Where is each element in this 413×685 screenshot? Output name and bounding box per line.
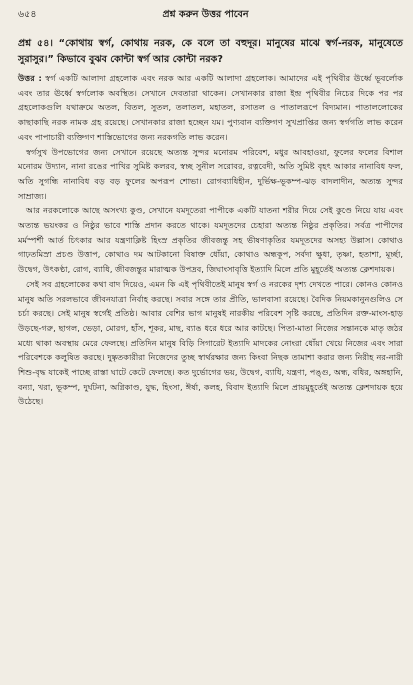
answer-paragraph: স্বর্গসুখ উপভোগের জন্য সেখানে রয়েছে অত্যন্ত সুন্দর মনোরম পরিবেশ, মধুর আবহাওয়া, ফুলের ফলের বিশাল মনোরম উদ্যান, নানা রঙের পাখির সুমিষ্ট কলরব, স্বচ্ছ সুনীল সরোবর, রত্নবেদী, অতি সুমিষ্ট বৃহৎ আকার নানাবিধ ফল, অতি সুগন্ধি নানাবিধ বড় বড় ফুলের অপরূপ শোভা। রোগব্যাধিহীন, দুর্ভিক্ষ-ভূকম্প-ঝড় বাদলাদীন, অত্যন্ত সুন্দর সাম্রাজ্য। <box>18 146 403 201</box>
answer-paragraph: সেই সব গ্রহলোকের কথা বাদ দিয়েও, এমন কি এই পৃথিবীতেই মানুষ স্বর্গ ও নরকের দৃশ্য দেখতে পারে। কোনও কোনও মানুষ অতি সরলভাবে জীবনযাত্রা নির্বাহ করছে। সবার সঙ্গে তার প্রীতি, ভালবাসা রয়েছে। বৈদিক নিয়মকানুনগুলিও সে চর্চা করছে। সেই মানুষ স্বর্গেই প্রতিষ্ঠ। আবার বেশির ভাগ মানুষই নারকীয় পরিবেশ সৃষ্টি করছে, প্রতিদিন রক্ত-মাংস-হাড় উড়ছে-গরু, ছাগল, ভেড়া, মোরগ, হাঁস, শূকর, মাছ, ব্যাঙ ধরে ধরে আর কাটছে। পিতা-মাতা নিজের সন্তানকে মাতৃ জঠর মধ্যে থাকা অবস্থায় মেরে ফেলছে। প্রতিদিন মানুষ বিড়ি সিগারেট ইত্যাদি মাদকের নোংরা ধোঁয়া খেয়ে নিজের এবং সারা পরিবেশকে কলুষিত করছে। দুষ্কৃতকারীরা নিজেদের তুচ্ছ স্বার্থরক্ষার জন্য কিংবা নিছক তামাশা করার জন্য নিরীহ নর-নারী শিশু-বৃদ্ধ যাকেই পাচ্ছে রাস্তা ঘাটে কেটে ফেলছে। কত দুর্ভোগের ভয়, উদ্বেগ, ব্যাধি, যন্ত্রণা, পঙ্গু, অন্ধ, বধির, অঙ্গহানি, বন্যা, খরা, ভূকম্প, দুর্ঘটনা, অগ্নিকাণ্ড, যুদ্ধ, হিংসা, ঈর্ষা, কলহ, বিবাদ ইত্যাদি মিলে প্রায়মুহূর্তেই অত্যন্ত ক্লেশদায়ক হয়ে উঠেছে। <box>18 278 403 407</box>
question-text: “কোথায় স্বর্গ, কোথায় নরক, কে বলে তা বহুদূর। মানুষের মাঝে স্বর্গ-নরক, মানুষেতে সুরাসুর।” কিভাবে বুঝব কোন্টা স্বর্গ আর কোন্টা নরক? <box>18 38 403 65</box>
running-head: প্রশ্ন করুন উত্তর পাবেন <box>162 9 249 20</box>
page-number: ৬৫৪ <box>18 9 37 20</box>
answer-block <box>18 71 403 409</box>
question-block <box>18 36 403 67</box>
page-header <box>18 8 403 26</box>
question-label: প্রশ্ন ৫৪। <box>18 38 53 49</box>
answer-label: উত্তর : <box>18 73 42 83</box>
answer-paragraph: আর নরকলোকে আছে অসংখ্য কুণ্ড, সেখানে যমদূতেরা পাপীকে একটি যাতনা শরীর দিয়ে সেই কুণ্ডে নিয়ে যায় এবং অত্যন্ত ভয়ংকর ও নিষ্ঠুর ভাবে শাস্তি প্রদান করতে থাকে। যমদূতদের চেহারা অত্যন্ত নিষ্ঠুর প্রকৃতির। সর্বত্র পাপীদের মর্মস্পর্শী আর্ত চিৎকার আর যন্ত্রণাক্লিষ্ট হিংস্র প্রকৃতির জীবজন্তু সহ ভীষণাকৃতির যমদূতদের অসহ্য উল্লাস। কোথাও গাঢ়তমিস্রা প্রচণ্ড উত্তাপ, কোথাও দম আটকানো বিষাক্ত ধোঁয়া, কোথাও অন্ধকূপ, সর্বদা ক্ষুধা, তৃষ্ণা, হতাশা, মূর্চ্ছা, উদ্বেগ, উৎকণ্ঠা, রোগ, ব্যাধি, জীবজন্তুর মারাত্মক উপদ্রব, জিঘাংসাবৃত্তি ইত্যাদি মিলে প্রতি মুহূর্তেই অত্যন্ত ক্লেশদায়ক। <box>18 205 403 275</box>
answer-paragraph-text: স্বর্গ একটি আলাদা গ্রহলোক এবং নরক আর একটি আলাদা গ্রহলোক। আমাদের এই পৃথিবীর ঊর্ধ্বে ভূবর্লোক এবং তার ঊর্ধ্বে স্বর্গলোক অবস্থিত। সেখানে দেবতারা থাকেন। সেখানকার রাজা ইন্দ্র পৃথিবীর নিচের দিকে পর পর গ্রহলোকগুলি যথাক্রমে অতল, বিতল, সুতল, তলাতল, মহাতল, রসাতল ও পাতালরূপে বিদ্যমান। পাতাললোকের কাছাকাছি নরক নামক গ্রহ রয়েছে। সেখানকার রাজা হচ্ছেন যম। পুণ্যবান ব্যক্তিগণ সুখপ্রাপ্তির জন্য স্বর্গগতি লাভ করেন এবং পাপাচারী ব্যক্তিগণ শাস্তিভোগের জন্য নরকগতি লাভ করেন। <box>18 73 403 142</box>
answer-paragraph <box>18 71 403 145</box>
